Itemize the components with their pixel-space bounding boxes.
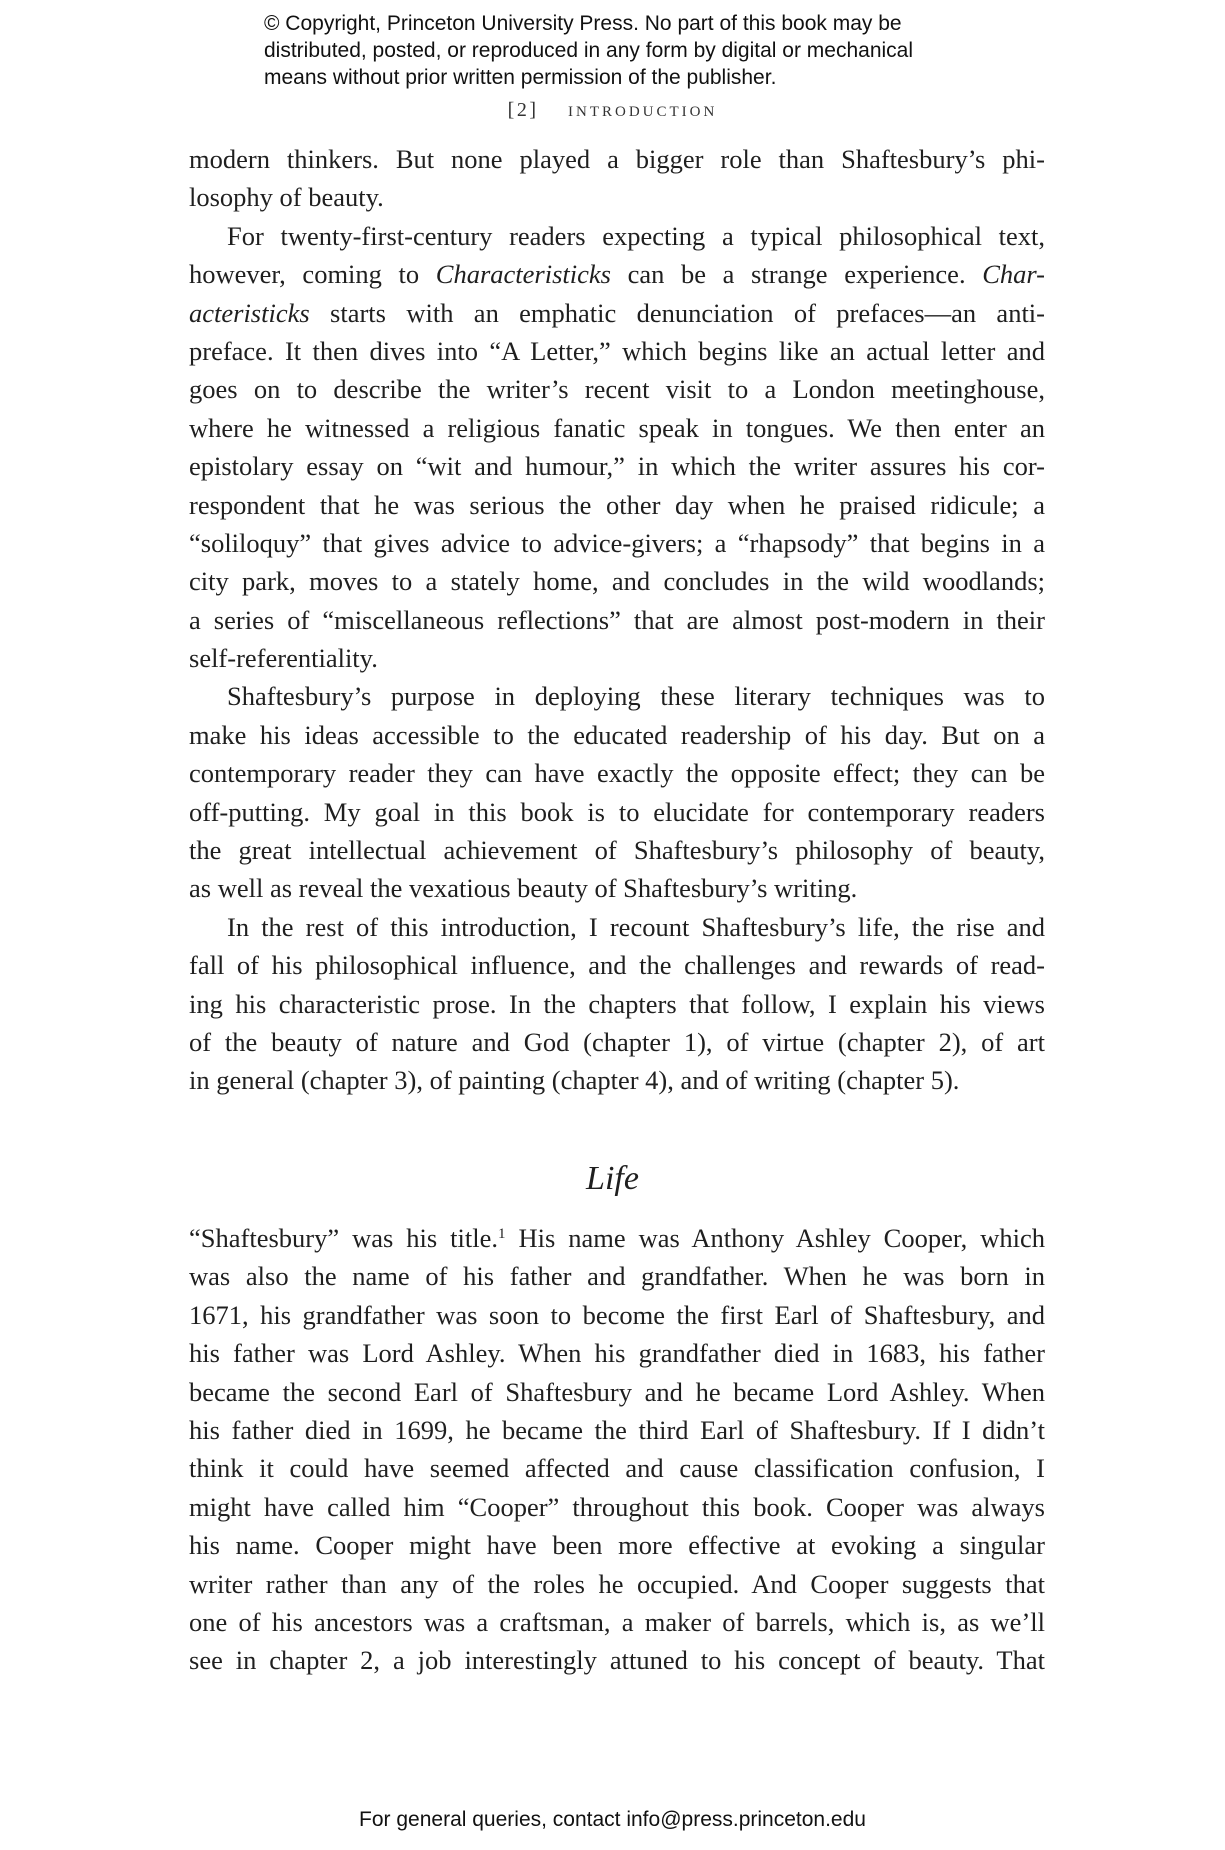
text-line: of the beauty of nature and God (chapter 1), of virtue (chapter 2), of art [189, 1026, 1045, 1057]
text-line: goes on to describe the writer’s recent visit to a London meetinghouse, [189, 374, 1045, 405]
copyright-line: distributed, posted, or reproduced in any form by digital or mechanical [264, 39, 914, 62]
text-line: In the rest of this introduction, I recount Shaftesbury’s life, the rise and [227, 911, 1045, 942]
text-line: think it could have seemed affected and cause classification confusion, I [189, 1453, 1045, 1484]
text-line: writer rather than any of the roles he occupied. And Cooper suggests that [189, 1568, 1045, 1599]
book-title-italic: Characteristicks [435, 259, 611, 290]
footnote-marker: 1 [498, 1226, 506, 1242]
running-head [0, 96, 1225, 122]
text-segment: starts with an emphatic denunciation of prefaces—an anti- [309, 297, 1045, 328]
text-line: see in chapter 2, a job interestingly attuned to his concept of beauty. That [189, 1645, 1045, 1676]
text-line: as well as reveal the vexatious beauty of Shaftesbury’s writing. [189, 873, 858, 904]
text-line: respondent that he was serious the other day when he praised ridicule; a [189, 489, 1045, 520]
copyright-notice [264, 10, 1024, 91]
copyright-line: means without prior written permission of the publisher. [264, 66, 777, 89]
text-line: his name. Cooper might have been more effective at evoking a singular [189, 1530, 1045, 1561]
text-line: became the second Earl of Shaftesbury and he became Lord Ashley. When [189, 1376, 1045, 1407]
text-line: contemporary reader they can have exactly the opposite effect; they can be [189, 758, 1045, 789]
text-line: epistolary essay on “wit and humour,” in which the writer assures his cor- [189, 451, 1045, 482]
text-line: his father died in 1699, he became the third Earl of Shaftesbury. If I didn’t [189, 1414, 1045, 1445]
text-line: city park, moves to a stately home, and concludes in the wild woodlands; [189, 566, 1045, 597]
text-segment: His name was Anthony Ashley Cooper, which [505, 1223, 1045, 1253]
text-line: self-referentiality. [189, 643, 378, 674]
body-text-life [189, 1219, 1045, 1680]
copyright-line: © Copyright, Princeton University Press. No part of this book may be [264, 12, 902, 35]
text-line: in general (chapter 3), of painting (chapter 4), and of writing (chapter 5). [189, 1065, 960, 1096]
text-line: off-putting. My goal in this book is to elucidate for contemporary readers [189, 796, 1045, 827]
text-line: his father was Lord Ashley. When his grandfather died in 1683, his father [189, 1338, 1045, 1369]
section-heading: Life [586, 1160, 639, 1197]
text-segment: can be a strange experience. [610, 259, 983, 290]
text-line: was also the name of his father and grandfather. When he was born in [189, 1261, 1045, 1292]
text-segment: however, coming to [189, 259, 436, 290]
book-title-italic: acteristicks [189, 297, 310, 328]
footer-contact: For general queries, contact info@press.princeton.edu [359, 1808, 866, 1831]
text-line: where he witnessed a religious fanatic speak in tongues. We then enter an [189, 412, 1045, 443]
body-text-top [189, 140, 1045, 1100]
text-segment: “Shaftesbury” was his title. [189, 1223, 499, 1253]
running-head-section: introduction [568, 96, 718, 121]
text-line: one of his ancestors was a craftsman, a maker of barrels, which is, as we’ll [189, 1606, 1045, 1637]
page-number: [2] [507, 99, 539, 121]
text-line: fall of his philosophical influence, and the challenges and rewards of read- [189, 950, 1045, 981]
text-line [189, 255, 1045, 293]
text-line: losophy of beauty. [189, 182, 384, 213]
text-line: ing his characteristic prose. In the chapters that follow, I explain his views [189, 988, 1045, 1019]
text-line: “soliloquy” that gives advice to advice-givers; a “rhapsody” that begins in a [189, 527, 1045, 558]
text-line: a series of “miscellaneous reflections” that are almost post-modern in their [189, 604, 1045, 635]
text-line: might have called him “Cooper” throughout this book. Cooper was always [189, 1491, 1045, 1522]
text-line [189, 294, 1045, 332]
text-line: preface. It then dives into “A Letter,” which begins like an actual letter and [189, 335, 1045, 366]
text-line: For twenty-first-century readers expecting a typical philosophical text, [227, 220, 1045, 251]
text-line: 1671, his grandfather was soon to become the first Earl of Shaftesbury, and [189, 1299, 1045, 1330]
book-title-italic: Char- [982, 259, 1045, 290]
text-line: the great intellectual achievement of Shaftesbury’s philosophy of beauty, [189, 835, 1045, 866]
text-line [189, 1219, 1045, 1257]
text-line: make his ideas accessible to the educated readership of his day. But on a [189, 719, 1045, 750]
text-line: Shaftesbury’s purpose in deploying these literary techniques was to [227, 681, 1045, 712]
text-line: modern thinkers. But none played a bigger role than Shaftesbury’s phi- [189, 144, 1045, 174]
